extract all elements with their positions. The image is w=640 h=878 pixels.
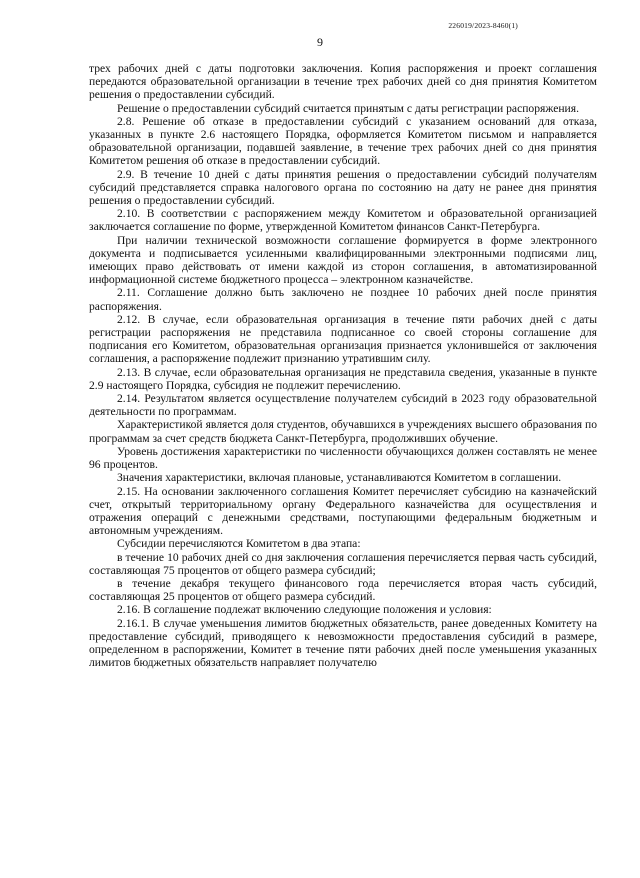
paragraph: трех рабочих дней с даты подготовки заключения. Копия распоряжения и проект соглашения передаются образовательной организации в течение трех рабочих дней со дня принятия Комитетом решения о предоставлении субсидий. xyxy=(89,62,597,102)
paragraph: в течение декабря текущего финансового года перечисляется вторая часть субсидий, составляющая 25 процентов от общего размера субсидий. xyxy=(89,576,597,604)
paragraph: 2.14. Результатом является осуществление получателем субсидий в 2023 году образовательной деятельности по программам. xyxy=(89,392,597,419)
paragraph: 2.11. Соглашение должно быть заключено не позднее 10 рабочих дней после принятия распоряжения. xyxy=(89,286,597,313)
paragraph: Уровень достижения характеристики по численности обучающихся должен составлять не менее 96 процентов. xyxy=(89,444,597,472)
paragraph: 2.15. На основании заключенного соглашения Комитет перечисляет субсидию на казначейский счет, открытый территориальному органу Федерального казначейства для осуществления и отражения операций с денежными средствами, поступающими федеральным бюджетным и автономным учреждениям. xyxy=(89,484,597,538)
paragraph: При наличии технической возможности соглашение формируется в форме электронного документа и подписывается усиленными квалифицированными электронными подписями лиц, имеющих право действовать от имени каждой из сторон соглашения, в автоматизированной информационной системе бюджетного процесса – электронном казначействе. xyxy=(89,233,597,287)
paragraph: 2.9. В течение 10 дней с даты принятия решения о предоставлении субсидий получателям субсидий представляется справка налогового органа по состоянию на дату не ранее дня принятия решения о предоставлении субсидий. xyxy=(89,167,597,208)
paragraph: Характеристикой является доля студентов, обучавшихся в учреждениях высшего образования по программам за счет средств бюджета Санкт-Петербурга, продолживших обучение. xyxy=(89,418,597,445)
document-number: 226019/2023-8460(1) xyxy=(448,21,518,30)
paragraph: 2.12. В случае, если образовательная организация в течение пяти рабочих дней с даты регистрации распоряжения не представила подписанное со своей стороны соглашение для подписания его Комитетом, образовательная организация признается уклонившейся от заключения соглашения, а распоряжение подлежит признанию утратившим силу. xyxy=(89,312,597,366)
paragraph: 2.10. В соответствии с распоряжением между Комитетом и образовательной организацией заключается соглашение по форме, утвержденной Комитетом финансов Санкт-Петербурга. xyxy=(89,207,597,234)
page-number: 9 xyxy=(317,35,323,49)
paragraph: 2.13. В случае, если образовательная организация не представила сведения, указанные в пункте 2.9 настоящего Порядка, субсидия не подлежит перечислению. xyxy=(89,365,597,392)
paragraph: 2.16. В соглашение подлежат включению следующие положения и условия: xyxy=(117,603,492,617)
paragraph: в течение 10 рабочих дней со дня заключения соглашения перечисляется первая часть субсидий, составляющая 75 процентов от общего размера субсидий; xyxy=(89,550,597,577)
paragraph: Решение о предоставлении субсидий считается принятым с даты регистрации распоряжения. xyxy=(117,101,579,115)
paragraph: Субсидии перечисляются Комитетом в два этапа: xyxy=(117,537,361,551)
paragraph: 2.8. Решение об отказе в предоставлении субсидий с указанием оснований для отказа, указанных в пункте 2.6 настоящего Порядка, оформляется Комитетом письмом и направляется образовательной организации, подавшей заявление, в течение трех рабочих дней со дня принятия Комитетом решения об отказе в предоставлении субсидий. xyxy=(89,114,597,168)
body-text xyxy=(89,62,597,669)
paragraph: 2.16.1. В случае уменьшения лимитов бюджетных обязательств, ранее доведенных Комитету на предоставление субсидий, приводящего к невозможности предоставления субсидий в размере, определенном в распоряжении, Комитет в течение пяти рабочих дней после уменьшения указанных лимитов бюджетных обязательств направляет получателю xyxy=(89,616,597,670)
paragraph: Значения характеристики, включая плановые, устанавливаются Комитетом в соглашении. xyxy=(117,471,562,485)
